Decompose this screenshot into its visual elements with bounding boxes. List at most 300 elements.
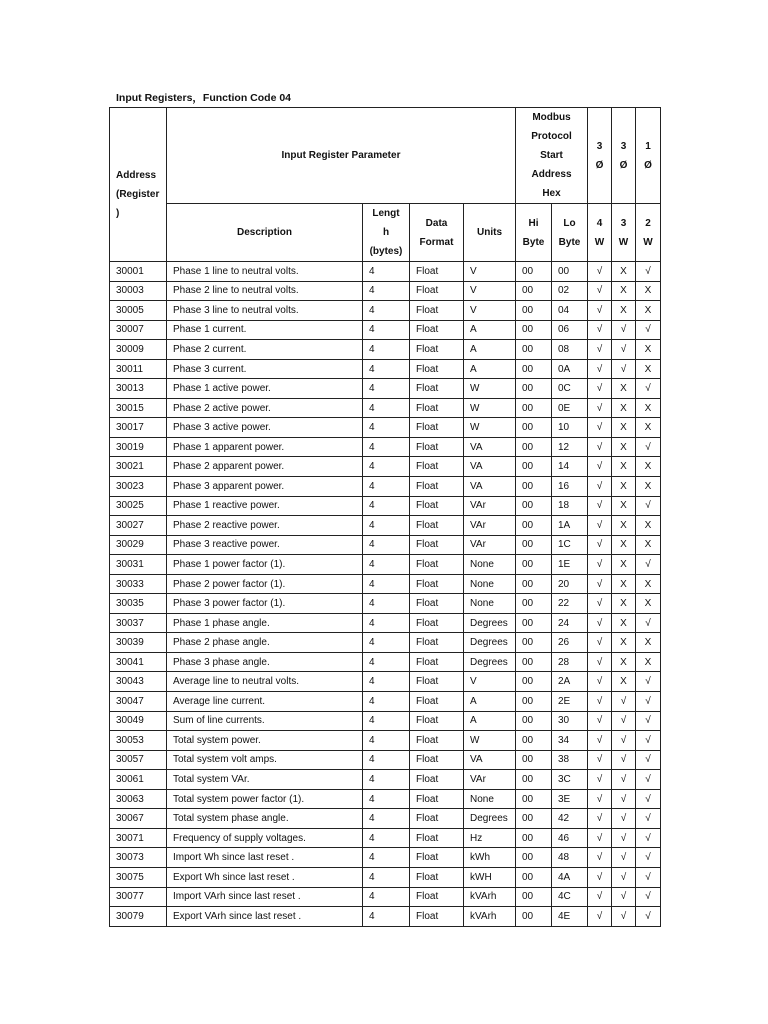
cell-address: 30015 xyxy=(110,398,167,418)
cell-3p3w: X xyxy=(612,516,636,536)
cell-3p4w: √ xyxy=(588,574,612,594)
cell-1p2w: X xyxy=(636,301,661,321)
cell-description: Import Wh since last reset . xyxy=(167,848,363,868)
cell-3p3w: X xyxy=(612,477,636,497)
cell-3p3w: √ xyxy=(612,867,636,887)
cell-address: 30011 xyxy=(110,359,167,379)
cell-description: Phase 2 phase angle. xyxy=(167,633,363,653)
cell-hi-byte: 00 xyxy=(516,652,552,672)
header-3p4w-top: 3 Ø xyxy=(588,108,612,204)
cell-3p4w: √ xyxy=(588,809,612,829)
cell-length: 4 xyxy=(363,359,410,379)
cell-units: A xyxy=(464,692,516,712)
table-row xyxy=(110,652,661,672)
table-row xyxy=(110,262,661,282)
cell-address: 30029 xyxy=(110,535,167,555)
cell-units: Degrees xyxy=(464,633,516,653)
cell-lo-byte: 24 xyxy=(552,613,588,633)
cell-3p4w: √ xyxy=(588,320,612,340)
cell-length: 4 xyxy=(363,887,410,907)
cell-address: 30053 xyxy=(110,731,167,751)
cell-1p2w: X xyxy=(636,457,661,477)
cell-data-format: Float xyxy=(410,867,464,887)
cell-length: 4 xyxy=(363,692,410,712)
cell-lo-byte: 3C xyxy=(552,770,588,790)
cell-address: 30071 xyxy=(110,828,167,848)
header-hi-byte: Hi Byte xyxy=(516,204,552,262)
table-row xyxy=(110,887,661,907)
cell-1p2w: X xyxy=(636,477,661,497)
cell-lo-byte: 4A xyxy=(552,867,588,887)
cell-lo-byte: 20 xyxy=(552,574,588,594)
cell-hi-byte: 00 xyxy=(516,711,552,731)
cell-data-format: Float xyxy=(410,789,464,809)
cell-1p2w: X xyxy=(636,633,661,653)
header-parameter: Input Register Parameter xyxy=(167,108,516,204)
cell-units: None xyxy=(464,574,516,594)
cell-lo-byte: 0A xyxy=(552,359,588,379)
table-row xyxy=(110,516,661,536)
cell-3p4w: √ xyxy=(588,262,612,282)
cell-hi-byte: 00 xyxy=(516,418,552,438)
cell-3p3w: X xyxy=(612,574,636,594)
cell-description: Phase 1 current. xyxy=(167,320,363,340)
cell-lo-byte: 48 xyxy=(552,848,588,868)
cell-3p3w: X xyxy=(612,301,636,321)
cell-hi-byte: 00 xyxy=(516,809,552,829)
cell-hi-byte: 00 xyxy=(516,340,552,360)
cell-address: 30027 xyxy=(110,516,167,536)
cell-units: VA xyxy=(464,477,516,497)
cell-3p3w: X xyxy=(612,457,636,477)
cell-address: 30063 xyxy=(110,789,167,809)
cell-3p3w: X xyxy=(612,672,636,692)
cell-hi-byte: 00 xyxy=(516,613,552,633)
cell-units: kVArh xyxy=(464,907,516,927)
cell-hi-byte: 00 xyxy=(516,594,552,614)
cell-units: V xyxy=(464,281,516,301)
cell-hi-byte: 00 xyxy=(516,555,552,575)
cell-lo-byte: 0E xyxy=(552,398,588,418)
table-row xyxy=(110,457,661,477)
cell-hi-byte: 00 xyxy=(516,535,552,555)
cell-description: Phase 1 phase angle. xyxy=(167,613,363,633)
cell-1p2w: √ xyxy=(636,320,661,340)
cell-1p2w: √ xyxy=(636,867,661,887)
cell-address: 30019 xyxy=(110,437,167,457)
cell-3p4w: √ xyxy=(588,789,612,809)
table-row xyxy=(110,770,661,790)
cell-1p2w: √ xyxy=(636,848,661,868)
cell-lo-byte: 16 xyxy=(552,477,588,497)
cell-units: V xyxy=(464,301,516,321)
cell-data-format: Float xyxy=(410,398,464,418)
cell-units: A xyxy=(464,320,516,340)
cell-data-format: Float xyxy=(410,633,464,653)
cell-data-format: Float xyxy=(410,496,464,516)
cell-3p3w: √ xyxy=(612,907,636,927)
table-row xyxy=(110,633,661,653)
cell-description: Phase 1 apparent power. xyxy=(167,437,363,457)
cell-data-format: Float xyxy=(410,359,464,379)
cell-3p3w: X xyxy=(612,281,636,301)
cell-units: kVArh xyxy=(464,887,516,907)
table-row xyxy=(110,789,661,809)
cell-units: Degrees xyxy=(464,613,516,633)
cell-hi-byte: 00 xyxy=(516,496,552,516)
cell-address: 30077 xyxy=(110,887,167,907)
cell-address: 30075 xyxy=(110,867,167,887)
cell-lo-byte: 1E xyxy=(552,555,588,575)
cell-address: 30009 xyxy=(110,340,167,360)
cell-length: 4 xyxy=(363,789,410,809)
cell-length: 4 xyxy=(363,770,410,790)
cell-3p4w: √ xyxy=(588,281,612,301)
cell-length: 4 xyxy=(363,613,410,633)
cell-address: 30003 xyxy=(110,281,167,301)
cell-description: Phase 3 phase angle. xyxy=(167,652,363,672)
cell-data-format: Float xyxy=(410,731,464,751)
cell-lo-byte: 46 xyxy=(552,828,588,848)
cell-3p4w: √ xyxy=(588,672,612,692)
cell-data-format: Float xyxy=(410,535,464,555)
cell-description: Phase 2 line to neutral volts. xyxy=(167,281,363,301)
cell-description: Phase 1 line to neutral volts. xyxy=(167,262,363,282)
table-row xyxy=(110,301,661,321)
cell-length: 4 xyxy=(363,340,410,360)
cell-hi-byte: 00 xyxy=(516,633,552,653)
cell-description: Frequency of supply voltages. xyxy=(167,828,363,848)
table-row xyxy=(110,750,661,770)
cell-hi-byte: 00 xyxy=(516,789,552,809)
cell-lo-byte: 26 xyxy=(552,633,588,653)
cell-data-format: Float xyxy=(410,770,464,790)
cell-units: W xyxy=(464,418,516,438)
cell-1p2w: X xyxy=(636,418,661,438)
cell-description: Phase 2 power factor (1). xyxy=(167,574,363,594)
cell-units: VAr xyxy=(464,516,516,536)
cell-data-format: Float xyxy=(410,477,464,497)
cell-3p4w: √ xyxy=(588,477,612,497)
cell-description: Phase 2 current. xyxy=(167,340,363,360)
cell-length: 4 xyxy=(363,907,410,927)
cell-units: Degrees xyxy=(464,652,516,672)
header-modbus-address: Modbus Protocol Start Address Hex xyxy=(516,108,588,204)
cell-lo-byte: 12 xyxy=(552,437,588,457)
cell-description: Total system phase angle. xyxy=(167,809,363,829)
cell-data-format: Float xyxy=(410,574,464,594)
cell-3p3w: √ xyxy=(612,340,636,360)
cell-hi-byte: 00 xyxy=(516,750,552,770)
cell-length: 4 xyxy=(363,418,410,438)
cell-hi-byte: 00 xyxy=(516,457,552,477)
cell-lo-byte: 42 xyxy=(552,809,588,829)
cell-units: A xyxy=(464,359,516,379)
cell-lo-byte: 02 xyxy=(552,281,588,301)
cell-description: Phase 3 apparent power. xyxy=(167,477,363,497)
cell-3p4w: √ xyxy=(588,907,612,927)
cell-length: 4 xyxy=(363,477,410,497)
cell-length: 4 xyxy=(363,867,410,887)
cell-hi-byte: 00 xyxy=(516,867,552,887)
cell-3p4w: √ xyxy=(588,711,612,731)
table-row xyxy=(110,496,661,516)
cell-address: 30049 xyxy=(110,711,167,731)
cell-address: 30017 xyxy=(110,418,167,438)
cell-1p2w: √ xyxy=(636,496,661,516)
cell-3p3w: X xyxy=(612,496,636,516)
cell-3p4w: √ xyxy=(588,418,612,438)
header-1p2w-top: 1 Ø xyxy=(636,108,661,204)
cell-description: Phase 2 apparent power. xyxy=(167,457,363,477)
cell-units: A xyxy=(464,340,516,360)
cell-3p4w: √ xyxy=(588,887,612,907)
cell-3p3w: X xyxy=(612,633,636,653)
cell-length: 4 xyxy=(363,437,410,457)
cell-lo-byte: 1C xyxy=(552,535,588,555)
cell-3p4w: √ xyxy=(588,867,612,887)
cell-3p4w: √ xyxy=(588,652,612,672)
cell-3p4w: √ xyxy=(588,692,612,712)
cell-3p3w: X xyxy=(612,398,636,418)
table-row xyxy=(110,867,661,887)
table-row xyxy=(110,848,661,868)
table-row xyxy=(110,281,661,301)
cell-units: None xyxy=(464,789,516,809)
cell-data-format: Float xyxy=(410,848,464,868)
cell-units: W xyxy=(464,731,516,751)
header-units: Units xyxy=(464,204,516,262)
cell-data-format: Float xyxy=(410,418,464,438)
cell-data-format: Float xyxy=(410,711,464,731)
cell-1p2w: X xyxy=(636,574,661,594)
cell-address: 30043 xyxy=(110,672,167,692)
cell-units: kWh xyxy=(464,848,516,868)
cell-1p2w: √ xyxy=(636,770,661,790)
table-row xyxy=(110,809,661,829)
cell-description: Sum of line currents. xyxy=(167,711,363,731)
cell-address: 30067 xyxy=(110,809,167,829)
cell-3p4w: √ xyxy=(588,555,612,575)
cell-3p3w: X xyxy=(612,418,636,438)
cell-description: Phase 3 current. xyxy=(167,359,363,379)
cell-3p4w: √ xyxy=(588,848,612,868)
cell-1p2w: X xyxy=(636,340,661,360)
cell-3p4w: √ xyxy=(588,457,612,477)
cell-units: None xyxy=(464,594,516,614)
cell-lo-byte: 2A xyxy=(552,672,588,692)
cell-units: A xyxy=(464,711,516,731)
cell-lo-byte: 34 xyxy=(552,731,588,751)
cell-hi-byte: 00 xyxy=(516,262,552,282)
cell-description: Phase 3 line to neutral volts. xyxy=(167,301,363,321)
cell-3p3w: X xyxy=(612,555,636,575)
cell-1p2w: √ xyxy=(636,750,661,770)
cell-address: 30047 xyxy=(110,692,167,712)
cell-3p3w: √ xyxy=(612,359,636,379)
cell-lo-byte: 04 xyxy=(552,301,588,321)
cell-lo-byte: 08 xyxy=(552,340,588,360)
cell-address: 30035 xyxy=(110,594,167,614)
cell-hi-byte: 00 xyxy=(516,477,552,497)
cell-address: 30061 xyxy=(110,770,167,790)
header-address: Address (Register ) xyxy=(110,108,167,262)
cell-hi-byte: 00 xyxy=(516,320,552,340)
cell-length: 4 xyxy=(363,516,410,536)
cell-3p3w: √ xyxy=(612,809,636,829)
cell-3p4w: √ xyxy=(588,437,612,457)
cell-1p2w: √ xyxy=(636,789,661,809)
cell-address: 30079 xyxy=(110,907,167,927)
cell-lo-byte: 10 xyxy=(552,418,588,438)
table-row xyxy=(110,379,661,399)
table-row xyxy=(110,320,661,340)
cell-1p2w: X xyxy=(636,359,661,379)
cell-description: Average line to neutral volts. xyxy=(167,672,363,692)
header-3p3w-top: 3 Ø xyxy=(612,108,636,204)
cell-3p4w: √ xyxy=(588,770,612,790)
cell-hi-byte: 00 xyxy=(516,359,552,379)
cell-address: 30001 xyxy=(110,262,167,282)
cell-description: Phase 3 reactive power. xyxy=(167,535,363,555)
cell-units: VA xyxy=(464,457,516,477)
header-lo-byte: Lo Byte xyxy=(552,204,588,262)
cell-data-format: Float xyxy=(410,613,464,633)
cell-data-format: Float xyxy=(410,750,464,770)
cell-length: 4 xyxy=(363,555,410,575)
cell-description: Phase 3 power factor (1). xyxy=(167,594,363,614)
cell-length: 4 xyxy=(363,457,410,477)
cell-hi-byte: 00 xyxy=(516,437,552,457)
cell-3p4w: √ xyxy=(588,731,612,751)
cell-1p2w: X xyxy=(636,594,661,614)
cell-description: Phase 3 active power. xyxy=(167,418,363,438)
cell-length: 4 xyxy=(363,301,410,321)
header-3p4w-bottom: 4 W xyxy=(588,204,612,262)
cell-data-format: Float xyxy=(410,594,464,614)
table-row xyxy=(110,711,661,731)
cell-hi-byte: 00 xyxy=(516,907,552,927)
cell-lo-byte: 0C xyxy=(552,379,588,399)
cell-3p4w: √ xyxy=(588,496,612,516)
header-1p2w-bottom: 2 W xyxy=(636,204,661,262)
cell-units: Hz xyxy=(464,828,516,848)
cell-length: 4 xyxy=(363,262,410,282)
cell-data-format: Float xyxy=(410,301,464,321)
cell-3p4w: √ xyxy=(588,613,612,633)
cell-description: Phase 2 reactive power. xyxy=(167,516,363,536)
cell-description: Phase 1 reactive power. xyxy=(167,496,363,516)
cell-1p2w: X xyxy=(636,535,661,555)
cell-3p3w: √ xyxy=(612,848,636,868)
cell-hi-byte: 00 xyxy=(516,828,552,848)
cell-description: Total system volt amps. xyxy=(167,750,363,770)
cell-length: 4 xyxy=(363,731,410,751)
cell-units: W xyxy=(464,398,516,418)
cell-3p4w: √ xyxy=(588,398,612,418)
cell-description: Total system power. xyxy=(167,731,363,751)
cell-1p2w: √ xyxy=(636,262,661,282)
cell-address: 30023 xyxy=(110,477,167,497)
cell-3p3w: √ xyxy=(612,750,636,770)
cell-hi-byte: 00 xyxy=(516,301,552,321)
cell-lo-byte: 1A xyxy=(552,516,588,536)
cell-hi-byte: 00 xyxy=(516,770,552,790)
cell-3p3w: √ xyxy=(612,828,636,848)
table-row xyxy=(110,477,661,497)
cell-data-format: Float xyxy=(410,828,464,848)
cell-1p2w: √ xyxy=(636,379,661,399)
cell-data-format: Float xyxy=(410,340,464,360)
cell-3p3w: X xyxy=(612,379,636,399)
cell-3p3w: √ xyxy=(612,789,636,809)
cell-data-format: Float xyxy=(410,281,464,301)
cell-1p2w: √ xyxy=(636,672,661,692)
cell-address: 30025 xyxy=(110,496,167,516)
cell-address: 30005 xyxy=(110,301,167,321)
cell-lo-byte: 30 xyxy=(552,711,588,731)
cell-units: V xyxy=(464,262,516,282)
table-row xyxy=(110,907,661,927)
cell-address: 30033 xyxy=(110,574,167,594)
table-row xyxy=(110,359,661,379)
table-row xyxy=(110,437,661,457)
page-title: Input Registers，Function Code 04 xyxy=(116,92,292,104)
cell-lo-byte: 4C xyxy=(552,887,588,907)
cell-data-format: Float xyxy=(410,692,464,712)
cell-lo-byte: 22 xyxy=(552,594,588,614)
cell-1p2w: √ xyxy=(636,907,661,927)
cell-units: Degrees xyxy=(464,809,516,829)
cell-3p3w: √ xyxy=(612,770,636,790)
cell-lo-byte: 3E xyxy=(552,789,588,809)
cell-units: W xyxy=(464,379,516,399)
cell-1p2w: √ xyxy=(636,887,661,907)
cell-data-format: Float xyxy=(410,516,464,536)
cell-length: 4 xyxy=(363,535,410,555)
cell-description: Total system power factor (1). xyxy=(167,789,363,809)
cell-address: 30057 xyxy=(110,750,167,770)
cell-1p2w: √ xyxy=(636,555,661,575)
cell-address: 30037 xyxy=(110,613,167,633)
cell-description: Average line current. xyxy=(167,692,363,712)
cell-data-format: Float xyxy=(410,457,464,477)
cell-3p4w: √ xyxy=(588,633,612,653)
cell-length: 4 xyxy=(363,379,410,399)
cell-3p4w: √ xyxy=(588,750,612,770)
cell-lo-byte: 14 xyxy=(552,457,588,477)
cell-hi-byte: 00 xyxy=(516,398,552,418)
cell-address: 30039 xyxy=(110,633,167,653)
cell-3p3w: X xyxy=(612,437,636,457)
cell-length: 4 xyxy=(363,574,410,594)
cell-1p2w: √ xyxy=(636,731,661,751)
cell-data-format: Float xyxy=(410,652,464,672)
header-3p3w-bottom: 3 W xyxy=(612,204,636,262)
cell-3p3w: X xyxy=(612,262,636,282)
cell-length: 4 xyxy=(363,281,410,301)
cell-units: kWH xyxy=(464,867,516,887)
table-row xyxy=(110,613,661,633)
cell-3p3w: √ xyxy=(612,320,636,340)
table-row xyxy=(110,828,661,848)
cell-3p3w: X xyxy=(612,652,636,672)
header-description: Description xyxy=(167,204,363,262)
cell-1p2w: X xyxy=(636,281,661,301)
cell-3p3w: X xyxy=(612,594,636,614)
cell-length: 4 xyxy=(363,809,410,829)
cell-3p4w: √ xyxy=(588,828,612,848)
